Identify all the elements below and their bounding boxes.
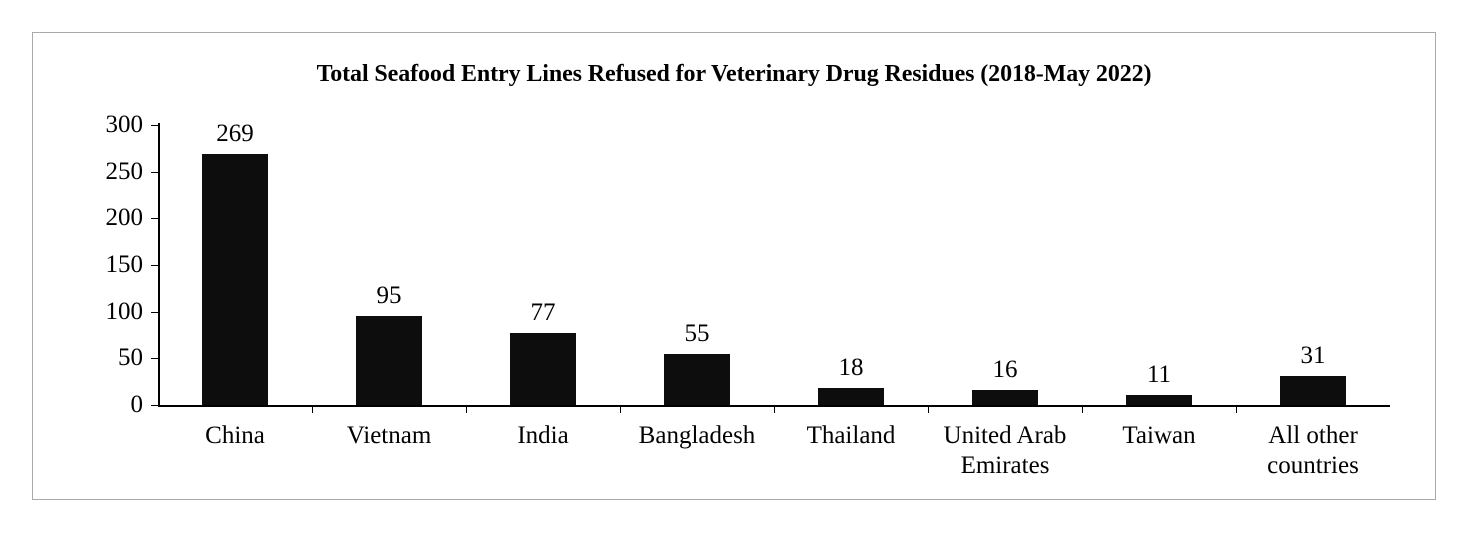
plot-area [33, 33, 1435, 499]
category-label-vietnam: Vietnam [346, 422, 432, 449]
category-label-china: China [205, 422, 265, 449]
category-label-all-other-countries: All other countries [1267, 422, 1359, 479]
bar-slot-taiwan [1082, 125, 1236, 405]
bar-bangladesh[interactable] [664, 354, 730, 405]
x-tick-sep-2 [466, 405, 467, 413]
y-tick-mark-0 [151, 405, 159, 406]
bar-vietnam[interactable] [356, 316, 422, 405]
bar-value-china: 269 [216, 120, 254, 147]
bar-slot-china [158, 120, 312, 405]
category-label-taiwan: Taiwan [1122, 422, 1196, 449]
bar-all-other-countries[interactable] [1280, 376, 1346, 405]
category-label-india: India [517, 422, 569, 449]
bar-china[interactable] [202, 154, 268, 405]
x-tick-sep-5 [928, 405, 929, 413]
x-tick-sep-7 [1236, 405, 1237, 413]
y-tick-50: 50 [118, 344, 143, 372]
bar-value-thailand: 18 [838, 354, 864, 381]
y-tick-150: 150 [105, 251, 143, 278]
x-tick-sep-3 [620, 405, 621, 413]
y-tick-200: 200 [105, 204, 143, 232]
y-tick-0: 0 [130, 391, 143, 418]
category-label-bangladesh: Bangladesh [638, 422, 756, 449]
bar-slot-india [466, 125, 620, 405]
bar-united-arab-emirates[interactable] [972, 390, 1038, 405]
category-label-united-arab-emirates: United Arab Emirates [943, 422, 1067, 479]
y-tick-100: 100 [105, 297, 143, 325]
y-tick-250: 250 [105, 157, 143, 185]
bar-value-united-arab-emirates: 16 [992, 356, 1018, 383]
bar-value-all-other-countries: 31 [1300, 342, 1326, 369]
bar-slot-united-arab-emirates [928, 125, 1082, 405]
bar-slot-all-other-countries [1236, 125, 1390, 405]
bar-taiwan[interactable] [1126, 395, 1192, 405]
bar-slot-vietnam [312, 125, 466, 405]
x-tick-sep-4 [774, 405, 775, 413]
bar-slot-thailand [774, 125, 928, 405]
bar-value-bangladesh: 55 [684, 320, 710, 347]
x-tick-sep-1 [312, 405, 313, 413]
y-tick-300: 300 [105, 111, 143, 138]
x-tick-sep-6 [1082, 405, 1083, 413]
bar-slot-bangladesh [620, 125, 774, 405]
bar-value-taiwan: 11 [1146, 361, 1172, 388]
category-label-thailand: Thailand [806, 422, 896, 449]
chart-title: Total Seafood Entry Lines Refused for Veterinary Drug Residues (2018-May 2022) [316, 61, 1152, 87]
bar-india[interactable] [510, 333, 576, 405]
bar-thailand[interactable] [818, 388, 884, 405]
bar-value-india: 77 [530, 299, 556, 326]
chart-figure [32, 32, 1436, 500]
bar-value-vietnam: 95 [376, 282, 402, 309]
